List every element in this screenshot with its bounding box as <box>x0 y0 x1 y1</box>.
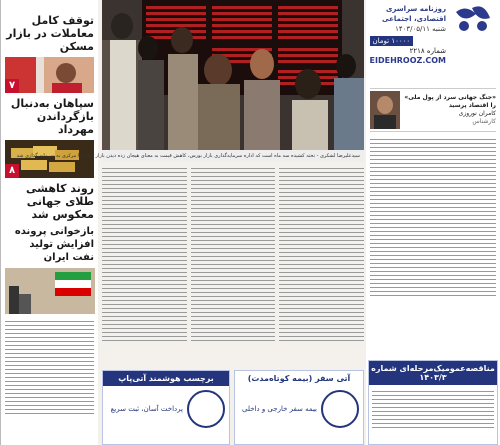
tender-box[interactable] <box>368 360 498 445</box>
teaser-thumb <box>5 268 94 314</box>
right-article-body <box>366 132 500 303</box>
columnist-box <box>370 88 496 132</box>
columnist-headline[interactable]: «جنگ جهانی سرد از پول ملی» را اقتصاد پرسید <box>404 94 496 109</box>
ad-heading: آتی سفر (بیمه کوتاه‌مدت) <box>235 371 363 386</box>
masthead-tagline: روزنامه سراسری اقتصادی، اجتماعی <box>382 5 446 23</box>
article-column <box>102 165 187 365</box>
badge-icon <box>321 390 359 428</box>
teaser-body <box>1 316 98 419</box>
lead-article-body <box>102 165 364 365</box>
teaser-thumb <box>5 57 94 93</box>
ad-subtitle: پرداخت آسان، ثبت سریع <box>110 405 183 413</box>
masthead-date: شنبه ۱۴۰۳/۰۵/۱۱ <box>395 25 446 33</box>
price-badge: ۱۰۰۰۰ تومان <box>370 36 414 46</box>
ad-box[interactable] <box>234 370 364 445</box>
issue-number: شماره ۲۲۱۸ <box>409 47 446 55</box>
right-column <box>366 0 500 445</box>
ad-box[interactable] <box>102 370 230 445</box>
page-number-badge: ۸ <box>5 164 19 178</box>
masthead-logo <box>450 4 496 70</box>
ad-heading: برچسب هوشمند آتی‌پاپ <box>103 371 229 386</box>
masthead <box>366 0 500 74</box>
teaser-title[interactable]: بازخوانی پرونده افزایش تولید نفت ایران <box>14 226 94 263</box>
lead-photo <box>102 0 364 150</box>
ad-subtitle: بیمه سفر خارجی و داخلی <box>242 405 317 413</box>
avatar <box>370 91 400 129</box>
teaser-title[interactable]: توقف کامل معاملات در بازار مسکن <box>6 14 94 53</box>
article-column <box>191 165 276 365</box>
teaser-column <box>0 0 98 445</box>
tender-title: مناقصه‌عمومیک‌مرحله‌ای شماره ۱۴۰۳/۳ <box>369 361 497 385</box>
teaser-title[interactable]: روند کاهشی طلای جهانی معکوس شد <box>26 182 94 221</box>
article-column <box>279 165 364 365</box>
site-url[interactable]: EIDEHROOZ.COM <box>369 56 446 65</box>
badge-icon <box>187 390 225 428</box>
page-number-badge: ۷ <box>5 79 19 93</box>
columnist-role: کارشناس <box>472 118 496 125</box>
photo-caption: سیدعلیرضا لشکری - تخته کشیده سه ماه است که اداره سرمایه‌گذاری بازار بورس، کاهش قیمت به معنای هیجان‌ زده دیدن بازار پول ویتا مرکزی به سرمایه‌ گذاری شد <box>102 150 364 162</box>
teaser-title[interactable]: سپاهان به‌دنبال بازگرداندن مهرداد <box>10 97 94 136</box>
columnist-name: کامران نوروزی <box>458 110 496 117</box>
